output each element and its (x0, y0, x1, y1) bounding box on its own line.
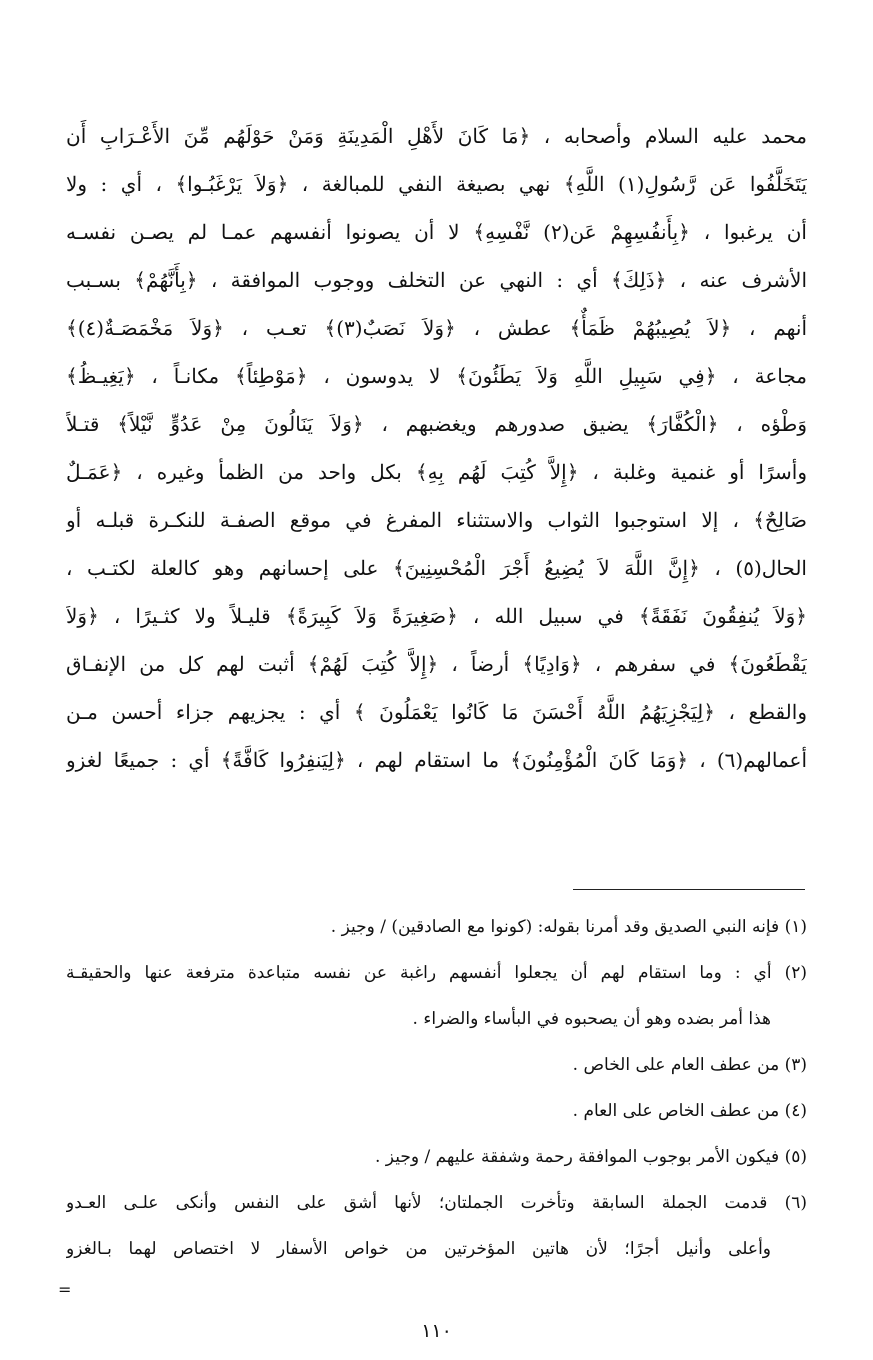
text-line-content: الأشرف عنه ، ﴿ذَلِكَ﴾ أي : النهي عن التخلف ووجوب الموافقة ، ﴿بِأَنَّهُمْ﴾ بسـبب (66, 268, 807, 292)
footnotes (66, 904, 807, 1272)
text-line (66, 448, 807, 496)
page-number: ١١٠ (421, 1320, 452, 1342)
text-line (66, 640, 807, 688)
text-line-content: مجاعة ، ﴿فِي سَبِيلِ اللَّهِ وَلاَ يَطَئُونَ﴾ لا يدوسون ، ﴿مَوْطِئاً﴾ مكانـاً ، ﴿يَغِيـظُ﴾ (66, 364, 807, 388)
text-line (66, 400, 807, 448)
footnote-3: (٣) من عطف العام على الخاص . (572, 1055, 807, 1075)
text-line-content: والقطع ، ﴿لِيَجْزِيَهُمُ اللَّهُ أَحْسَنَ مَا كَانُوا يَعْمَلُونَ ﴾ أي : يجزيهم جزاء أحسن مـن (66, 700, 807, 724)
footnote-5: (٥) فيكون الأمر بوجوب الموافقة رحمة وشفقة عليهم / وجيز . (375, 1147, 807, 1167)
text-line-content: محمد عليه السلام وأصحابه ، ﴿مَا كَانَ لأَهْلِ الْمَدِينَةِ وَمَنْ حَوْلَهُم مِّنَ الأَعْـرَابِ أَن (66, 124, 807, 148)
footnote-divider (573, 889, 805, 890)
footnote-2: (٢) أي : وما استقام لهم أن يجعلوا أنفسهم راغبة عن نفسه متباعدة مترفعة عنها والحقيقـة (66, 963, 807, 983)
text-line (66, 112, 807, 160)
text-line (66, 352, 807, 400)
text-line-content: وأسرًا أو غنمية وغلبة ، ﴿إِلاَّ كُتِبَ لَهُم بِهِ﴾ بكل واحد من الظمأ وغيره ، ﴿عَمَـلٌ (66, 460, 807, 484)
text-line-content: أعمالهم(٦) ، ﴿وَمَا كَانَ الْمُؤْمِنُونَ﴾ ما استقام لهم ، ﴿لِيَنفِرُوا كَافَّةً﴾ أي : جميعًا لغزو (66, 748, 807, 772)
text-line-content: صَالِحٌ﴾ ، إلا استوجبوا الثواب والاستثناء المفرغ في موقع الصفـة للنكـرة قبلـه أو (66, 508, 807, 532)
text-line (66, 592, 807, 640)
text-line-content: أن يرغبوا ، ﴿بِأَنفُسِهِمْ عَن(٢) نَّفْسِهِ﴾ لا أن يصونوا أنفسهم عمـا لم يصـن نفسـه (66, 220, 807, 244)
text-line (66, 736, 807, 784)
text-line-content: ﴿وَلاَ يُنفِقُونَ نَفَقَةً﴾ في سبيل الله ، ﴿صَغِيرَةً وَلاَ كَبِيرَةً﴾ قليـلاً ولا كثـيرًا ، ﴿وَلاَ (66, 604, 807, 628)
text-line (66, 688, 807, 736)
text-line (66, 304, 807, 352)
text-line-content: الحال(٥) ، ﴿إِنَّ اللَّهَ لاَ يُضِيعُ أَجْرَ الْمُحْسِنِينَ﴾ على إحسانهم وهو كالعلة لكتـب ، (66, 556, 807, 580)
text-line-content: أنهم ، ﴿لاَ يُصِيبُهُمْ ظَمَأٌ﴾ عطش ، ﴿وَلاَ نَصَبٌ(٣)﴾ تعـب ، ﴿وَلاَ مَخْمَصَـةٌ(٤)﴾ (66, 316, 807, 340)
text-line (66, 160, 807, 208)
footnote-1: (١) فإنه النبي الصديق وقد أمرنا بقوله: (كونوا مع الصادقين) / وجيز . (330, 917, 807, 937)
main-text (66, 112, 807, 784)
text-line (66, 208, 807, 256)
text-line (66, 496, 807, 544)
text-line (66, 256, 807, 304)
text-line (66, 544, 807, 592)
text-line-content: وَطْؤه ، ﴿الْكُفَّارَ﴾ يضيق صدورهم ويغضبهم ، ﴿وَلاَ يَنَالُونَ مِنْ عَدُوٍّ نَّيْلاً﴾ قتـلاً (66, 412, 807, 436)
text-line-content: يَتَخَلَّفُوا عَن رَّسُولِ(١) اللَّهِ﴾ نهي بصيغة النفي للمبالغة ، ﴿وَلاَ يَرْغَبُـوا﴾ ، أي : ولا (66, 172, 807, 196)
footnote-4: (٤) من عطف الخاص على العام . (572, 1101, 807, 1121)
footnote-2-continuation: هذا أمر بضده وهو أن يصحبوه في البأساء والضراء . (412, 1009, 771, 1029)
footnote-6-continuation: وأعلى وأنيل أجرًا؛ لأن هاتين المؤخرتين من خواص الأسفار لا اختصاص لهما بـالغزو (66, 1239, 771, 1259)
text-line-content: يَقْطَعُونَ﴾ في سفرهم ، ﴿وَادِيًا﴾ أرضاً ، ﴿إِلاَّ كُتِبَ لَهُمْ﴾ أثبت لهم كل من الإنفـاق (66, 652, 807, 676)
footnote-6: (٦) قدمت الجملة السابقة وتأخرت الجملتان؛ لأنها أشق على النفس وأنكى علـى العـدو (66, 1193, 807, 1213)
footnote-continuation-mark: = (58, 1280, 72, 1299)
